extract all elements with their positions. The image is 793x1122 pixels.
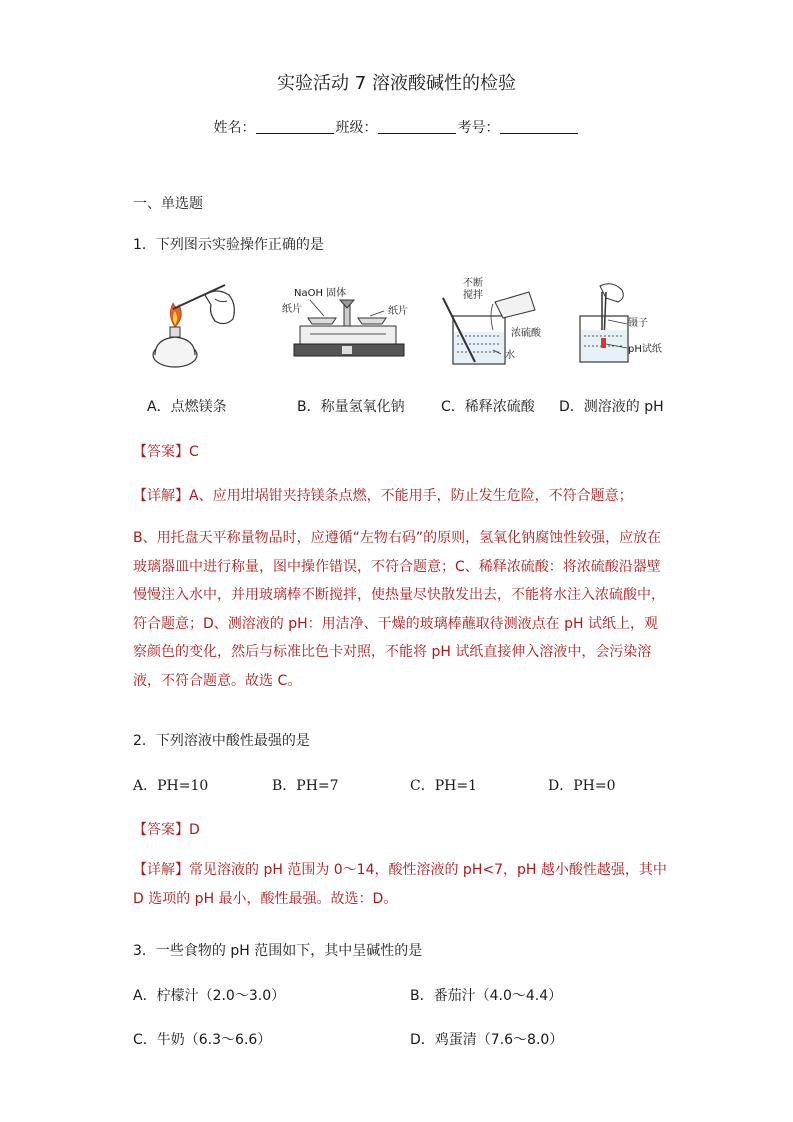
q2-detail: [133, 856, 668, 913]
name-label: 姓名：: [213, 120, 256, 136]
id-label: 考号：: [457, 120, 500, 136]
q2-stem: 2．下列溶液中酸性最强的是: [133, 733, 310, 749]
q3-option-a[interactable]: A．柠檬汁（2.0～3.0）: [133, 988, 286, 1004]
q1-option-a[interactable]: A．点燃镁条: [147, 399, 227, 415]
fig-d-tweezers-label: 镊子: [628, 318, 648, 329]
fig-d-ph-label: pH试纸: [628, 344, 662, 355]
fig-c-dilution: [433, 274, 548, 370]
q1-answer-label: 【答案】: [133, 444, 189, 460]
q2-answer-label: 【答案】: [133, 822, 189, 838]
fig-d-ph-test: [572, 280, 672, 370]
q1-detail-first-text: A、应用坩埚钳夹持镁条点燃，不能用手，防止发生危险，不符合题意；: [189, 488, 633, 504]
q2-detail-text: 常见溶液的 pH 范围为 0～14，酸性溶液的 pH<7，pH 越小酸性越强，其中 D 选项的 pH 最小，酸性最强。故选：D。: [133, 862, 667, 907]
q1-detail-label: 【详解】: [133, 488, 189, 504]
q1-option-b[interactable]: B．称量氢氧化钠: [297, 399, 405, 415]
q2-option-b[interactable]: B．PH=7: [272, 778, 339, 794]
q1-answer: [133, 441, 199, 461]
q1-option-d[interactable]: D．测溶液的 pH: [559, 399, 664, 415]
q1-detail-rest: B、用托盘天平称量物品时，应遵循“左物右码”的原则，氢氧化钠腐蚀性较强，应放在玻璃器皿中进行称量，图中操作错误，不符合题意；C、稀释浓硫酸：将浓硫酸沿器壁慢慢注入水中，并用玻璃棒不断搅拌，使热量尽快散发出去，不能将水注入浓硫酸中，符合题意；D、测溶液的 pH：用洁净、干燥的玻璃棒蘸取待测液点在 pH 试纸上，观察颜色的变化，然后与标准比色卡对照，不能将 pH 试纸直接伸入溶液中，会污染溶液，不符合题意。故选 C。: [133, 530, 665, 689]
fig-b-naoh-label: NaOH 固体: [294, 288, 347, 299]
fig-c-acid-label: 浓硫酸: [511, 328, 541, 339]
q1-answer-value: C: [189, 444, 199, 460]
q2-detail-label: 【详解】: [133, 862, 189, 878]
q1-stem: 1．下列图示实验操作正确的是: [133, 237, 324, 253]
fig-b-balance: [280, 280, 415, 370]
q2-answer-value: D: [189, 822, 200, 838]
section-heading: 一、单选题: [133, 196, 203, 212]
student-info-line: [0, 117, 793, 137]
name-blank[interactable]: [256, 119, 334, 134]
q1-option-c[interactable]: C．稀释浓硫酸: [441, 399, 535, 415]
q3-option-b[interactable]: B．番茄汁（4.0～4.4）: [410, 988, 563, 1004]
q2-option-a[interactable]: A．PH=10: [133, 778, 209, 794]
fig-a-alcohol-lamp: [145, 275, 245, 375]
q2-answer: [133, 819, 200, 839]
fig-b-paper-left: 纸片: [282, 304, 302, 315]
q1-detail-first: [133, 485, 633, 505]
fig-c-water-label: 水: [505, 350, 515, 361]
fig-b-paper-right: 纸片: [388, 306, 408, 317]
fig-c-stir2-label: 搅拌: [463, 290, 483, 301]
q3-option-d[interactable]: D．鸡蛋清（7.6～8.0）: [410, 1032, 564, 1048]
q2-option-c[interactable]: C．PH=1: [410, 778, 477, 794]
class-blank[interactable]: [378, 119, 456, 134]
id-blank[interactable]: [500, 119, 578, 134]
q2-option-d[interactable]: D．PH=0: [548, 778, 616, 794]
class-label: 班级：: [335, 120, 378, 136]
q3-stem: 3．一些食物的 pH 范围如下，其中呈碱性的是: [133, 943, 423, 959]
fig-c-stir-label: 不断: [463, 278, 483, 289]
page-title: 实验活动 7 溶液酸碱性的检验: [277, 73, 516, 94]
q3-option-c[interactable]: C．牛奶（6.3～6.6）: [133, 1032, 272, 1048]
